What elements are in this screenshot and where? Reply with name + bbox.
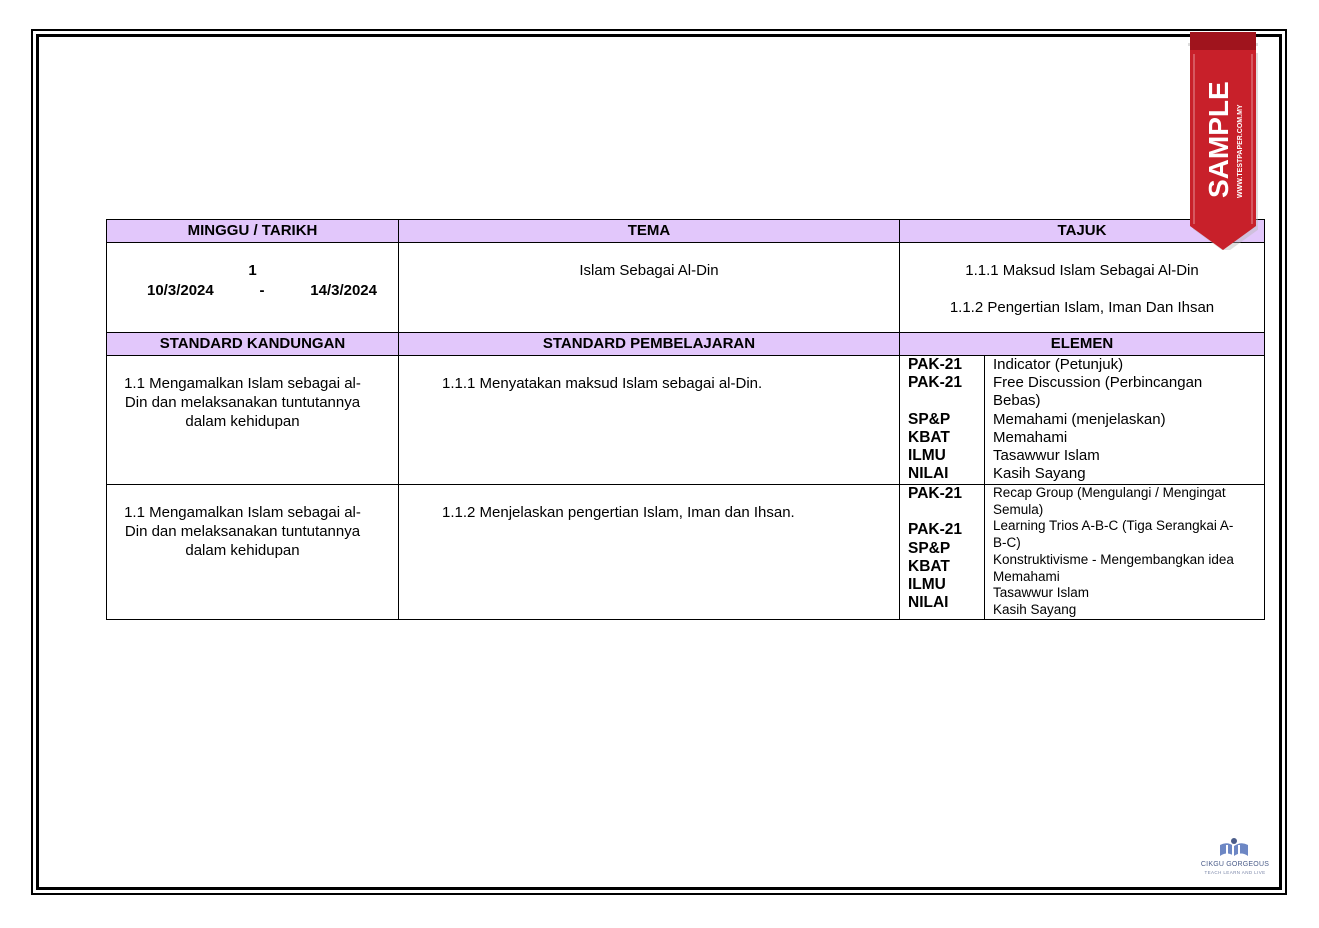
- header-standard-kandungan: STANDARD KANDUNGAN: [107, 333, 399, 356]
- elemen-key: NILAI: [908, 465, 949, 483]
- week-end-date: 14/3/2024: [310, 282, 377, 299]
- week-cell: [107, 243, 399, 333]
- standard-pembelajaran-cell: [399, 485, 900, 620]
- elemen-key: KBAT: [908, 428, 950, 446]
- elemen-key: ILMU: [908, 576, 946, 594]
- elemen-value: Semula): [993, 501, 1044, 517]
- header-minggu: MINGGU / TARIKH: [107, 220, 399, 243]
- elemen-key: NILAI: [908, 594, 949, 612]
- header-elemen: ELEMEN: [900, 333, 1265, 356]
- elemen-value: Bebas): [993, 392, 1041, 410]
- elemen-key: SP&P: [908, 410, 951, 428]
- elemen-value: B-C): [993, 535, 1021, 551]
- header-standard-pembelajaran: STANDARD PEMBELAJARAN: [399, 333, 900, 356]
- elemen-value: Learning Trios A-B-C (Tiga Serangkai A-: [993, 518, 1234, 534]
- elemen-value: Memahami: [993, 568, 1060, 584]
- sample-label: SAMPLE: [1203, 81, 1234, 198]
- sample-watermark-text: [1190, 60, 1256, 210]
- tajuk-item: 1.1.1 Maksud Islam Sebagai Al-Din: [965, 262, 1199, 279]
- elemen-key: KBAT: [908, 557, 950, 575]
- tema-cell: [399, 243, 900, 333]
- elemen-value: Free Discussion (Perbincangan: [993, 374, 1203, 392]
- elemen-key: [908, 503, 984, 521]
- elemen-value: Recap Group (Mengulangi / Mengingat: [993, 485, 1226, 500]
- elemen-cell: [900, 356, 1265, 485]
- elemen-key: ILMU: [908, 447, 946, 465]
- elemen-values: [985, 356, 1264, 484]
- standard-kandungan-cell: [107, 356, 399, 485]
- elemen-key: PAK-21: [908, 374, 962, 392]
- elemen-key: PAK-21: [908, 356, 962, 373]
- elemen-value: Memahami: [993, 428, 1068, 446]
- elemen-values: [985, 485, 1264, 619]
- week-start-date: 10/3/2024: [147, 282, 214, 299]
- standard-kandungan-text: 1.1 Mengamalkan Islam sebagai al-Din dan melaksanakan tuntutannya dalam kehidupan: [124, 375, 361, 430]
- elemen-keys: [900, 356, 985, 484]
- lesson-plan-table: [106, 219, 1265, 620]
- standard-pembelajaran-cell: [399, 356, 900, 485]
- elemen-value: Kasih Sayang: [993, 601, 1077, 617]
- standard-kandungan-text: 1.1 Mengamalkan Islam sebagai al-Din dan melaksanakan tuntutannya dalam kehidupan: [124, 504, 361, 559]
- elemen-key: SP&P: [908, 539, 951, 557]
- elemen-key: PAK-21: [908, 485, 962, 502]
- tajuk-cell: [900, 243, 1265, 333]
- elemen-keys: [900, 485, 985, 619]
- table-row: [107, 356, 1265, 485]
- week-date-separator: -: [259, 282, 265, 299]
- elemen-value: Memahami (menjelaskan): [993, 410, 1166, 428]
- elemen-key: [908, 392, 984, 410]
- elemen-value: Konstruktivisme - Mengembangkan idea: [993, 551, 1234, 567]
- table-row: [107, 485, 1265, 620]
- elemen-value: Indicator (Petunjuk): [993, 356, 1124, 373]
- logo-name: CIKGU GORGEOUS: [1200, 861, 1270, 868]
- standard-kandungan-cell: [107, 485, 399, 620]
- elemen-cell: [900, 485, 1265, 620]
- sample-url: WWW.TESTPAPER.COM.MY: [1237, 104, 1244, 198]
- elemen-value: Tasawwur Islam: [993, 447, 1100, 465]
- week-number: 1: [248, 262, 257, 279]
- logo-tagline: TEACH LEARN AND LIVE: [1204, 870, 1266, 875]
- elemen-value: Tasawwur Islam: [993, 585, 1090, 601]
- standard-pembelajaran-text: 1.1.2 Menjelaskan pengertian Islam, Iman dan Ihsan.: [442, 504, 795, 521]
- header-tajuk: TAJUK: [900, 220, 1265, 243]
- header-tema: TEMA: [399, 220, 900, 243]
- standard-pembelajaran-text: 1.1.1 Menyatakan maksud Islam sebagai al-Din.: [442, 375, 763, 392]
- tajuk-item: 1.1.2 Pengertian Islam, Iman Dan Ihsan: [949, 299, 1215, 316]
- elemen-key: PAK-21: [908, 521, 962, 539]
- tema-text: Islam Sebagai Al-Din: [579, 262, 719, 279]
- elemen-value: Kasih Sayang: [993, 465, 1086, 483]
